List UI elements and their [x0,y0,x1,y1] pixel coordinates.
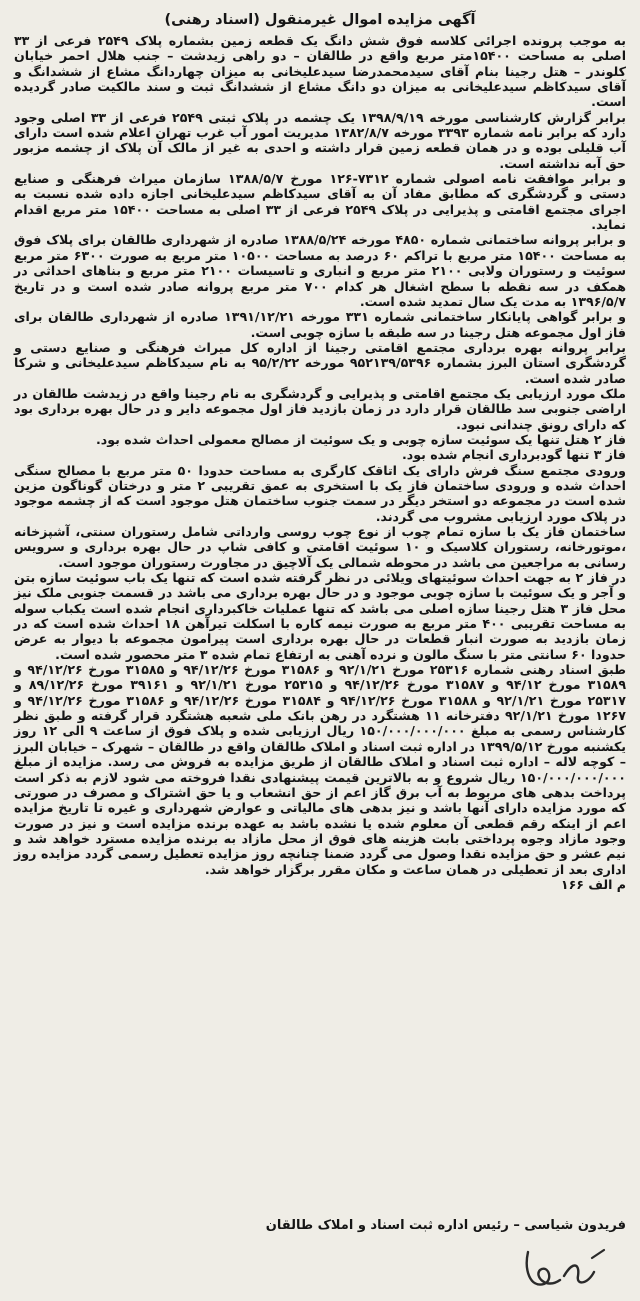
handwritten-signature [520,1240,610,1295]
paragraph-building-permit: و برابر پروانه ساختمانی شماره ۴۸۵۰ مورخه ۱۳۸۸/۵/۲۴ صادره از شهرداری طالقان برای پلاک فوق به مساحت ۱۵۴۰۰ متر مربع با تراکم ۶۰ درصد به مساحت ۱۰۵۰۰ متر مربع به صورت ۶۳۰۰ متر مربع سوئیت و رستوران ولابی ۲۱۰۰ متر مربع و انباری و تاسیسات ۲۱۰۰ متر مربع و بناهای احداثی در همکف در سه نقطه با سطح اشغال هر کدام ۷۰۰ متر مربع پروانه صادر شده است و در تاریخ ۱۳۹۶/۵/۷ به مدت یک سال تمدید شده است. [14,232,627,309]
paragraph-entrance: ورودی مجتمع سنگ فرش دارای یک اتاقک کارگری به مساحت حدودا ۵۰ متر مربع با مصالح سنگی احداث شده و ورودی ساختمان فاز یک با استخری به عمق تقریبی ۲ متر و درختان گوناگون مزین شده است در مجموعه دو استخر دیگر در سمت جنوب ساختمان هتل موجود است که از چشمه موجود در پلاک مورد ارزیابی مشروب می گردند. [14,462,626,524]
notice-title: آگهی مزایده اموال غیرمنقول (اسناد رهنی) [164,12,476,28]
paragraph-phase-1-building: ساختمان فاز یک با سازه تمام چوب از نوع چوب روسی وارداتی شامل رستوران سنتی، آشپزخانه ،موتورخانه، رستوران کلاسیک و ۱۰ سوئیت اقامتی و کافی شاپ در حال بهره برداری و سرویس رسانی به مراجعین می باشد در محوطه شمالی یک آلاچیق در مجاورت رستوران موجود است. [14,524,627,570]
paragraph-operating-license: برابر پروانه بهره برداری مجتمع اقامتی رجینا از اداره کل میراث فرهنگی و صنایع دستی و گردشگری استان البرز بشماره ۹۵۲۱۳۹/۵۳۹۶ مورخه ۹۵/۲/۲۲ به نام سیدکاظم سیدعلیخانی و شرکا صادر شده است. [14,339,626,386]
paragraph-mortgage-and-auction: طبق اسناد رهنی شماره ۲۵۳۱۶ مورخ ۹۲/۱/۲۱ و ۳۱۵۸۶ مورخ ۹۴/۱۲/۲۶ و ۳۱۵۸۵ مورخ ۹۴/۱۲/۲۶ و ۳۱۵۸۹ مورخ ۹۴/۱۲ و ۳۱۵۸۷ مورخ ۹۴/۱۲/۲۶ و ۲۵۳۱۵ مورخ ۹۲/۱/۲۱ و ۳۹۱۶۱ مورخ ۸۹/۱۲/۲۶ و ۲۵۳۱۷ مورخ ۹۲/۱/۲۱ و ۳۱۵۸۸ مورخ ۹۴/۱۲/۲۶ و ۳۱۵۸۴ مورخ ۹۴/۱۲/۲۶ و ۳۱۵۸۶ مورخ ۹۴/۱۲/۲۶ و ۱۲۶۷ مورخ ۹۲/۱/۲۱ دفترخانه ۱۱ هشتگرد در رهن بانک ملی شعبه هشتگرد قرار گرفته و طبق نظر کارشناس رسمی به مبلغ ۱۵۰/۰۰۰/۰۰۰/۰۰۰ ریال ارزیابی شده و پلاک فوق از ساعت ۹ الی ۱۲ روز یکشنبه مورخ ۱۳۹۹/۵/۱۲ در اداره ثبت اسناد و املاک طالقان واقع در طالقان – شهرک – خیابان البرز – کوچه لاله – اداره ثبت اسناد و املاک طالقان از طریق مزایده به فروش می رسد. مزایده از مبلغ ۱۵۰/۰۰۰/۰۰۰/۰۰۰ ریال شروع و به بالاترین قیمت پیشنهادی نقدا فروخته می شود لازم به ذکر است پرداخت بدهی های مربوط به آب برق گاز اعم از حق انشعاب و یا حق اشتراک و مصرف در صورتی که مورد مزایده دارای آنها باشد و نیز بدهی های مالیاتی و عوارض شهرداری و غیره تا تاریخ مزایده اعم از اینکه رقم قطعی آن معلوم شده یا نشده باشد به عهده برنده مزایده است و نیز در صورت وجود مازاد وجوه پرداختی بابت هزینه های فوق از محل مازاد به برنده مزایده مسترد خواهد شد و نیم عشر و حق مزایده نقدا وصول می گردد ضمنا چنانچه روز مزایده تعطیل رسمی گردد مزایده روز اداری بعد از تعطیلی در همان ساعت و مکان مقرر برگزار خواهد شد. [14,662,627,877]
paragraph-phase-2: فاز ۲ هتل تنها یک سوئیت سازه چوبی و یک سوئیت از مصالح معمولی احداث شده بود. [95,431,626,447]
paragraph-phase-2-3-details: در فاز ۲ به جهت احداث سوئیتهای ویلائی در نظر گرفته شده است که تنها یک باب سوئیت سازه بتن و آجر و یک سوئیت با سازه چوبی موجود و در حال بهره برداری می باشد در قسمت جنوبی ملک نیز محل فاز ۳ هتل رجینا سازه اصلی می باشد که تنها عملیات خاکبرداری انجام شده است یکباب سوله به مساحت تقریبی ۴۰۰ متر مربع به صورت نیمه کاره با اسکلت تیرآهن ۱۸ احداث شده است که در زمان بازدید به صورت انبار قطعات در حال بهره برداری است پیرامون مجموعه با دیوار به عرض حدودا ۶۰ سانتی متر با سنگ مالون و نرده آهنی به ارتفاع تمام شده ۳ متر محصور شده است. [14,570,627,662]
paragraph-heritage-agreement: و برابر موافقت نامه اصولی شماره ۷۳۱۲-۱۲۶ مورخ ۱۳۸۸/۵/۷ سازمان میراث فرهنگی و صنایع دستی و گردشگری که مطابق مفاد آن به آقای سیدکاظم سیدعلیخانی اجازه داده شده نسبت به اجرای مجتمع اقامتی و پذیرایی در پلاک ۲۵۴۹ فرعی از ۳۳ اصلی به مساحت ۱۵۴۰۰ متر مربع اقدام نماید. [14,171,626,233]
notice-body [14,33,626,892]
paragraph-phase-3: فاز ۳ تنها گودبرداری انجام شده بود. [401,447,626,463]
paragraph-property-description: به موجب پرونده اجرائی کلاسه فوق شش دانگ یک قطعه زمین بشماره پلاک ۲۵۴۹ فرعی از ۳۳ اصلی به مساحت ۱۵۴۰۰متر مربع واقع در طالقان – دو راهی زیدشت – جنب هلال احمر خیابان کلوندر – هتل رجینا بنام آقای سیدمحمدرضا سیدعلیخانی به میزان چهاردانگ مشاع از ششدانگ و آقای سیدکاظم سیدعلیخانی به میزان دو دانگ مشاع از ششدانگ ثبت و سند مالکیت صادر گردیده است. [14,33,627,110]
paragraph-complex-overview: ملک مورد ارزیابی یک مجتمع اقامتی و پذیرایی و گردشگری به نام رجینا واقع در زیدشت طالقان در اراضی جنوبی سد طالقان قرار دارد در زمان بازدید فاز اول مجموعه دایر و در حال بهره برداری بود که دارای رونق چندانی نبود. [14,385,626,432]
paragraph-completion-certificate: و برابر گواهی پایانکار ساختمانی شماره ۳۳۱ مورخه ۱۳۹۱/۱۲/۲۱ صادره از شهرداری طالقان برای فاز اول مجموعه هتل رجینا در سه طبقه با سازه چوبی است. [14,309,626,340]
paragraph-reference-number: م الف ۱۶۶ [560,876,626,892]
paragraph-expert-report: برابر گزارش کارشناسی مورخه ۱۳۹۸/۹/۱۹ یک چشمه در پلاک ثبتی ۲۵۴۹ فرعی از ۳۳ اصلی وجود دارد که برابر نامه شماره ۳۳۹۳ مورخه ۱۳۸۲/۸/۷ مدیریت امور آب غرب تهران اعلام شده است دارای آب قلیلی بوده و در همان قطعه زمین قرار داشته و احدی به غیر از مالک آن پلاک از چشمه مزبور حق آبه نداشته است. [14,109,627,171]
signatory-line: فریدون شیاسی – رئیس اداره ثبت اسناد و املاک طالقان [265,1218,626,1233]
